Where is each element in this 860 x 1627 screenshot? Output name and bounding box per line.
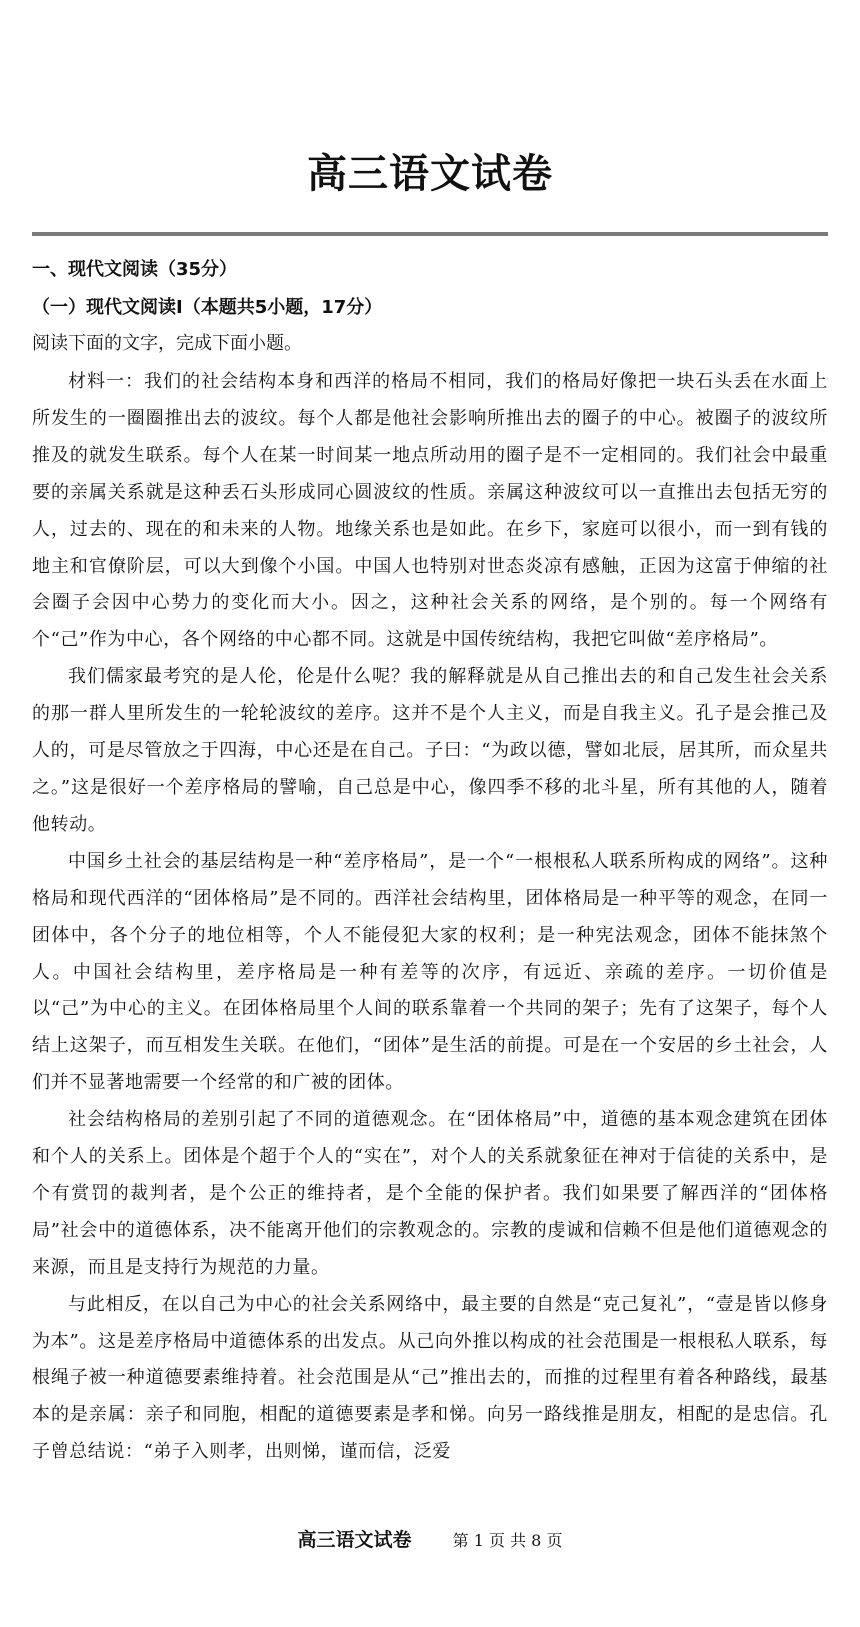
footer-page-number: 第 1 页 共 8 页 — [452, 1531, 563, 1550]
passage-paragraph-4: 社会结构格局的差别引起了不同的道德观念。在“团体格局”中，道德的基本观念建筑在团体和个人的关系上。团体是个超于个人的“实在”，对个人的关系就象征在神对于信徒的关系中，是个有赏罚的裁判者，是个公正的维持者，是个全能的保护者。我们如果要了解西洋的“团体格局”社会中的道德体系，决不能离开他们的宗教观念的。宗教的虔诚和信赖不但是他们道德观念的来源，而且是支持行为规范的力量。 — [32, 1109, 828, 1278]
subsection-heading: （一）现代文阅读Ⅰ（本题共5小题，17分） — [32, 297, 383, 318]
reading-instruction: 阅读下面的文字，完成下面小题。 — [32, 333, 302, 354]
reading-passage — [32, 364, 828, 1471]
footer-title: 高三语文试卷 — [297, 1529, 412, 1551]
page-title: 高三语文试卷 — [307, 151, 553, 197]
passage-paragraph-5: 与此相反，在以自己为中心的社会关系网络中，最主要的自然是“克己复礼”，“壹是皆以修身为本”。这是差序格局中道德体系的出发点。从己向外推以构成的社会范围是一根根私人联系，每根绳子被一种道德要素维持着。社会范围是从“己”推出去的，而推的过程里有着各种路线，最基本的是亲属：亲子和同胞，相配的道德要素是孝和悌。向另一路线推是朋友，相配的是忠信。孔子曾总结说：“弟子入则孝，出则悌，谨而信，泛爱 — [32, 1293, 828, 1463]
page-footer — [0, 1528, 860, 1553]
passage-paragraph-2: 我们儒家最考究的是人伦，伦是什么呢？我的解释就是从自己推出去的和自己发生社会关系的那一群人里所发生的一轮轮波纹的差序。这并不是个人主义，而是自我主义。孔子是会推己及人的，可是尽管放之于四海，中心还是在自己。子曰：“为政以德，譬如北辰，居其所，而众星共之。”这是很好一个差序格局的譬喻，自己总是中心，像四季不移的北斗星，所有其他的人，随着他转动。 — [32, 666, 828, 835]
passage-paragraph-1: 材料一：我们的社会结构本身和西洋的格局不相同，我们的格局好像把一块石头丢在水面上所发生的一圈圈推出去的波纹。每个人都是他社会影响所推出去的圈子的中心。被圈子的波纹所推及的就发生联系。每个人在某一时间某一地点所动用的圈子是不一定相同的。我们社会中最重要的亲属关系就是这种丢石头形成同心圆波纹的性质。亲属这种波纹可以一直推出去包括无穷的人，过去的、现在的和未来的人物。地缘关系也是如此。在乡下，家庭可以很小，而一到有钱的地主和官僚阶层，可以大到像个小国。中国人也特别对世态炎凉有感触，正因为这富于伸缩的社会圈子会因中心势力的变化而大小。因之，这种社会关系的网络，是个别的。每一个网络有个“己”作为中心，各个网络的中心都不同。这就是中国传统结构，我把它叫做“差序格局”。 — [32, 371, 828, 651]
passage-paragraph-3: 中国乡土社会的基层结构是一种“差序格局”，是一个“一根根私人联系所构成的网络”。这种格局和现代西洋的“团体格局”是不同的。西洋社会结构里，团体格局是一种平等的观念，在同一团体中，各个分子的地位相等，个人不能侵犯大家的权利；是一种宪法观念，团体不能抹煞个人。中国社会结构里，差序格局是一种有差等的次序，有远近、亲疏的差序。一切价值是以“己”为中心的主义。在团体格局里个人间的联系靠着一个共同的架子；先有了这架子，每个人结上这架子，而互相发生关联。在他们，“团体”是生活的前提。可是在一个安居的乡土社会，人们并不显著地需要一个经常的和广被的团体。 — [32, 850, 828, 1094]
section-heading: 一、现代文阅读（35分） — [32, 259, 238, 280]
title-divider — [32, 232, 828, 236]
